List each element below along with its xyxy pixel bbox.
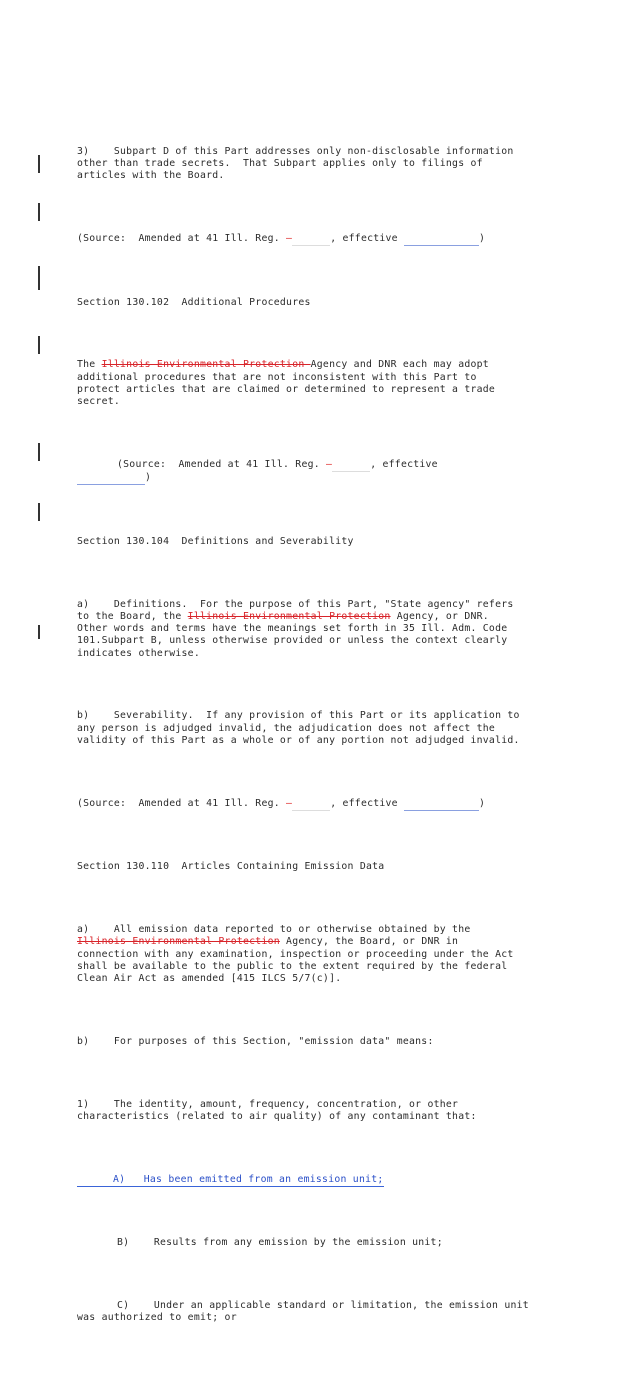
paragraph-emission-data-def: b) For purposes of this Section, "emission data" means: (77, 1035, 434, 1047)
blank-register-number: — (286, 232, 293, 244)
blank-register-number: — (326, 458, 333, 470)
blank-line (292, 233, 330, 246)
item-b: B) Results from any emission by the emission unit; (117, 1237, 443, 1249)
change-bar (38, 503, 40, 521)
paragraph-definitions: a) Definitions. For the purpose of this Part, "State agency" refers to the Board, the Illinois Environmental Protection Agency, or DNR. Other words and terms have the meanings set forth in 35 Ill. Adm. Code 101.Subpart B, unless otherwise provided or unless the context clearly indicates otherwise. (77, 598, 514, 659)
change-bar (38, 625, 40, 639)
change-bar (38, 203, 40, 221)
struck-text: Illinois Environmental Protection (187, 610, 391, 622)
change-bar (38, 155, 40, 173)
source-note: (Source: Amended at 41 Ill. Reg. — , effective ) (77, 798, 547, 811)
paragraph-identity: 1) The identity, amount, frequency, concentration, or other characteristics (related to air quality) of any contaminant that: (77, 1098, 477, 1122)
section-heading: Section 130.104 Definitions and Severability (77, 535, 354, 547)
struck-text: Illinois Environmental Protection (101, 359, 311, 371)
blank-register-number: — (286, 797, 293, 809)
paragraph-severability: b) Severability. If any provision of this Part or its application to any person is adjudged invalid, the adjudication does not affect the validity of this Part as a whole or of any portion not adjudged invalid. (77, 710, 520, 746)
change-bar (38, 443, 40, 461)
item-a-inserted: A) Has been emitted from an emission unit; (77, 1174, 547, 1187)
paragraph-emission-data: a) All emission data reported to or otherwise obtained by the Illinois Environmental Protection Agency, the Board, or DNR in connection with any examination, inspection or proceeding under the Act shall be available to the public to the extent required by the federal Clean Air Act as amended [415 ILCS 5/7(c)]. (77, 924, 514, 984)
source-note: (Source: Amended at 41 Ill. Reg. — , effective ) (77, 459, 547, 485)
struck-text: Illinois Environmental Protection (77, 936, 280, 948)
blank-effective-date (77, 472, 145, 485)
change-bar (38, 266, 40, 290)
change-bar (38, 336, 40, 354)
section-heading: Section 130.110 Articles Containing Emission Data (77, 861, 385, 873)
paragraph-additional-procedures: The Illinois Environmental Protection Agency and DNR each may adopt additional procedures that are not inconsistent with this Part to protect articles that are claimed or determined to represent a trade secret. (77, 359, 496, 408)
paragraph-subpart-d: 3) Subpart D of this Part addresses only non-disclosable information other than trade secrets. That Subpart applies only to filings of articles with the Board. (77, 145, 514, 182)
item-c: C) Under an applicable standard or limitation, the emission unit was authorized to emit; or (77, 1300, 529, 1324)
document-body (77, 109, 547, 1375)
source-note: (Source: Amended at 41 Ill. Reg. — , effective ) (77, 233, 547, 246)
section-heading: Section 130.102 Additional Procedures (77, 296, 311, 308)
blank-effective-date (404, 233, 479, 246)
blank-line (332, 459, 370, 472)
